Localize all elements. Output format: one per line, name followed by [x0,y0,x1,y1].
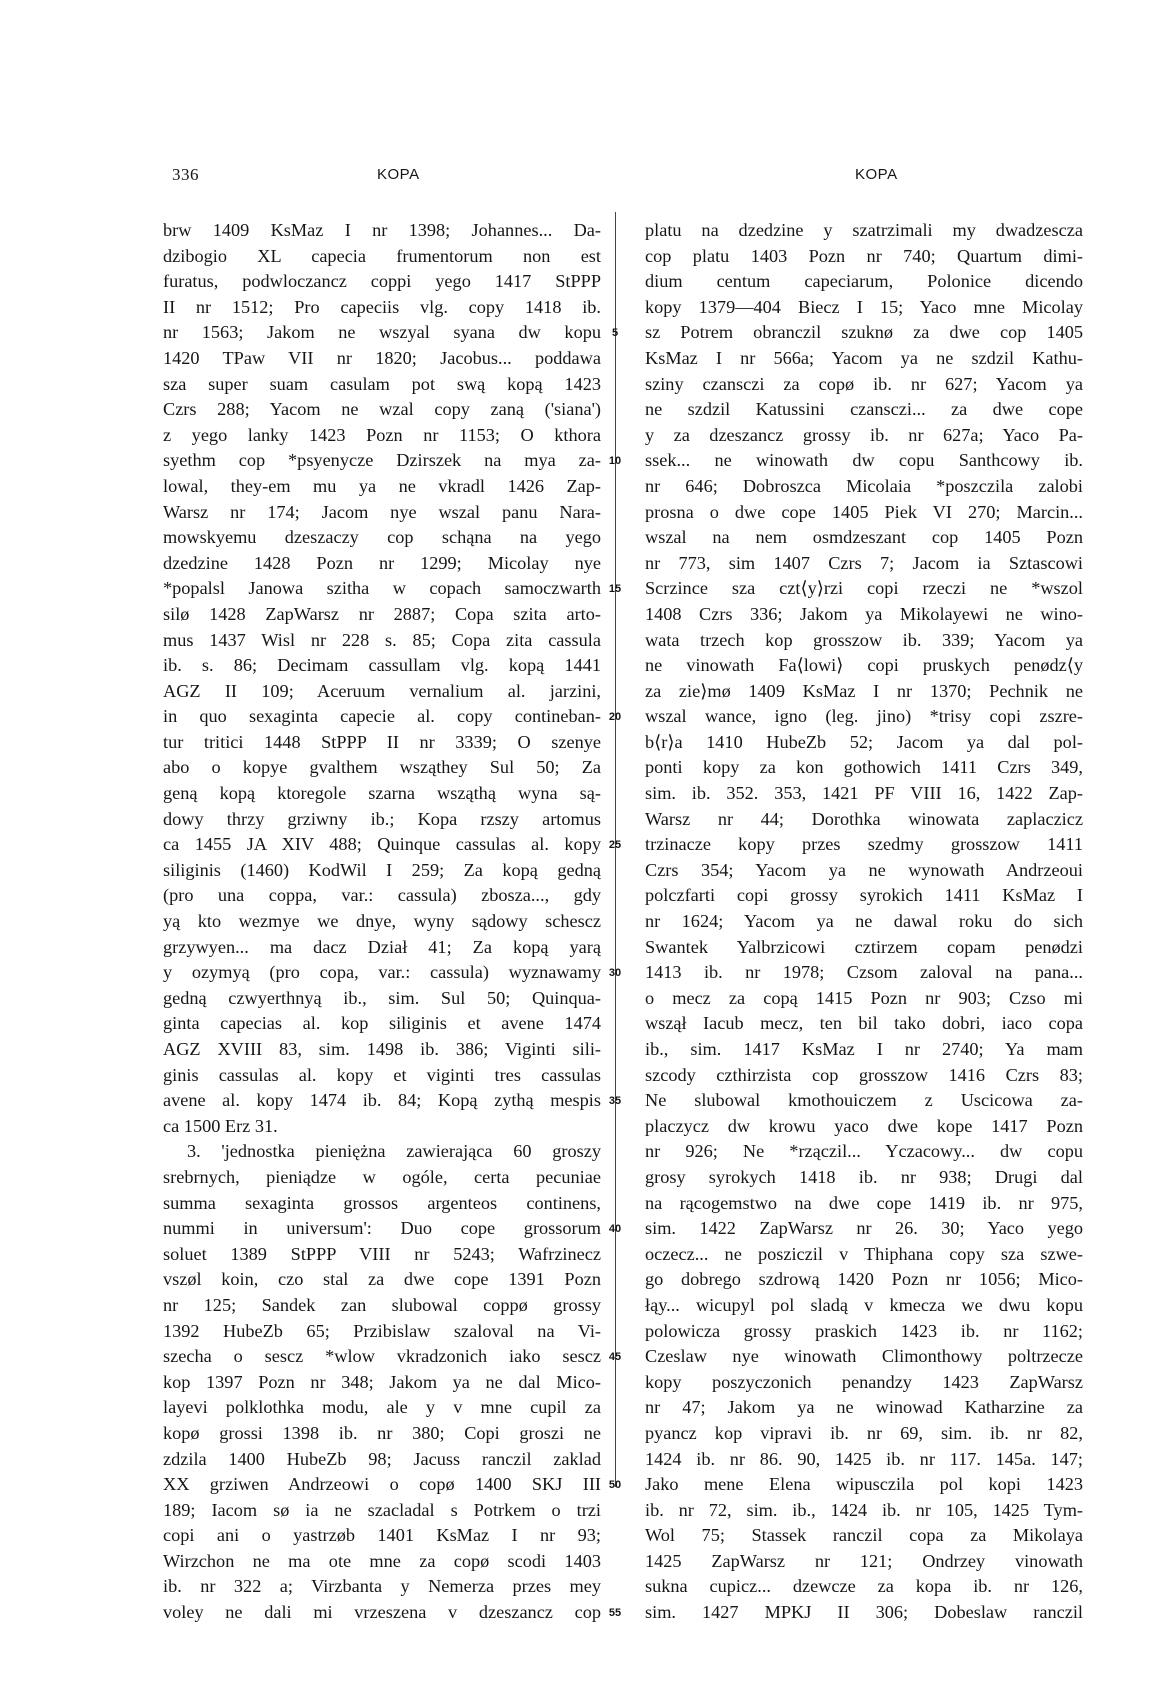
text-line: b⟨r⟩a 1410 HubeZb 52; Jacom ya dal pol- [645,731,1083,752]
text-line: szcody czthirzista cop grosszow 1416 Czrs 83; [645,1064,1083,1085]
text-line: brw 1409 KsMaz I nr 1398; Johannes... Da- [163,220,601,240]
text-line: (pro una coppa, var.: cassula) zbosza..., gdy [163,885,601,906]
text-line: szecha o sescz *wlow vkradzonich iako sescz [163,1346,601,1367]
text-line: polczfarti copi grossy syrokich 1411 KsMaz I [645,885,1083,906]
page-number: 336 [172,165,199,184]
text-line: grzywyen... ma dacz Dział 41; Za kopą yarą [163,936,601,957]
text-line: łąy... wicupyl pol sladą v kmecza we dwu kopu [645,1294,1083,1315]
text-line: ssek... ne winowath dw copu Santhcowy ib. [645,450,1083,471]
text-line: mus 1437 Wisl nr 228 s. 85; Copa zita cassula [163,629,601,650]
text-line: gedną czwyerthnyą ib., sim. Sul 50; Quinqua- [163,987,601,1008]
line-number: 40 [608,1223,622,1236]
text-line: ib. s. 86; Decimam cassullam vlg. kopą 1441 [163,655,601,676]
text-line: sukna cupicz... dzewcze za kopa ib. nr 126, [645,1576,1083,1597]
text-line: ne vinowath Fa⟨lowi⟩ copi pruskych penødz⟨y [645,655,1083,676]
text-line: nummi in universum': Duo cope grossorum [163,1218,601,1239]
text-line: syethm cop *psyenycze Dzirszek na mya za- [163,450,601,471]
text-line: placzycz dw krowu yaco dwe kope 1417 Pozn [645,1115,1083,1136]
right-text-column [645,218,1083,1626]
text-line: polowicza grossy praskich 1423 ib. nr 1162; [645,1320,1083,1341]
text-line: sza super suam casulam pot swą kopą 1423 [163,373,601,394]
line-number: 30 [608,967,622,980]
text-line: ca 1455 JA XIV 488; Quinque cassulas al. kopy [163,834,601,855]
text-line: 1420 TPaw VII nr 1820; Jacobus... poddawa [163,347,601,368]
text-line: ponti kopy za kon gothowich 1411 Czrs 349, [645,757,1083,778]
text-line: 1413 ib. nr 1978; Czsom zaloval na pana... [645,962,1083,983]
text-line: wszal na nem osmdzeszant cop 1405 Pozn [645,527,1083,548]
text-line: go dobrego szdrową 1420 Pozn nr 1056; Mico- [645,1269,1083,1290]
running-head-left: KOPA [377,166,420,183]
text-line: Czeslaw nye winowath Climonthowy poltrzecze [645,1346,1083,1367]
text-line: 3. 'jednostka pieniężna zawierająca 60 groszy [187,1141,601,1162]
text-line: platu na dzedzine y szatrzimali my dwadzescza [645,220,1083,240]
line-number: 15 [608,583,622,596]
text-line: *popalsl Janowa szitha w copach samoczwarth [163,578,601,599]
text-line: pyancz kop vipravi ib. nr 69, sim. ib. nr 82, [645,1422,1083,1443]
line-number: 35 [608,1095,622,1108]
text-line: soluet 1389 StPPP VIII nr 5243; Wafrzinecz [163,1243,601,1264]
text-line: sim. 1427 MPKJ II 306; Dobeslaw ranczil [645,1602,1083,1623]
text-line: ib. nr 72, sim. ib., 1424 ib. nr 105, 1425 Tym- [645,1499,1083,1520]
text-line: summa sexaginta grossos argenteos continens, [163,1192,601,1213]
text-line: Czrs 354; Yacom ya ne wynowath Andrzeoui [645,859,1083,880]
text-line: Wol 75; Stassek ranczil copa za Mikolaya [645,1525,1083,1546]
text-line: wszął Iacub mecz, ten bil tako dobri, iaco copa [645,1013,1083,1034]
line-number: 20 [608,711,622,724]
text-line: ginis cassulas al. kopy et viginti tres cassulas [163,1064,601,1085]
text-line: sz Potrem obranczil szuknø za dwe cop 1405 [645,322,1083,343]
text-line: tur tritici 1448 StPPP II nr 3339; O szenye [163,731,601,752]
text-line: 1408 Czrs 336; Jakom ya Mikolayewi ne wino- [645,603,1083,624]
text-line: srebrnych, pieniądze w ogóle, certa pecuniae [163,1166,601,1187]
text-line: AGZ II 109; Aceruum vernalium al. jarzini, [163,680,601,701]
text-line: geną kopą ktoregole szarna wsząthą wyna są- [163,783,601,804]
text-line: grosy syrokych 1418 ib. nr 938; Drugi dal [645,1166,1083,1187]
text-line: dzibogio XL capecia frumentorum non est [163,245,601,266]
text-line: Swantek Yalbrzicowi cztirzem copam penødzi [645,936,1083,957]
running-head-right: KOPA [855,166,898,183]
text-line: Warsz nr 44; Dorothka winowata zaplaczicz [645,808,1083,829]
text-line: prosna o dwe cope 1405 Piek VI 270; Marcin... [645,501,1083,522]
text-line: Scrzince sza czt⟨y⟩rzi copi rzeczi ne *wszol [645,578,1083,599]
text-line: nr 646; Dobroszca Micolaia *poszczila zalobi [645,475,1083,496]
text-line: Warsz nr 174; Jacom nye wszal panu Nara- [163,501,601,522]
text-line: sim. ib. 352. 353, 1421 PF VIII 16, 1422 Zap- [645,783,1083,804]
page-header [0,165,1170,189]
text-line: z yego lanky 1423 Pozn nr 1153; O kthora [163,424,601,445]
text-line: furatus, podwloczancz coppi yego 1417 StPPP [163,271,601,292]
text-line: oczecz... ne posziczil v Thiphana copy sza szwe- [645,1243,1083,1264]
text-line: y ozymyą (pro copa, var.: cassula) wyznawamy [163,962,601,983]
text-line: kopø grossi 1398 ib. nr 380; Copi groszi ne [163,1422,601,1443]
text-line: avene al. kopy 1474 ib. 84; Kopą zythą mespis [163,1090,601,1111]
text-line: in quo sexaginta capecie al. copy contineban- [163,706,601,727]
text-line: II nr 1512; Pro capeciis vlg. copy 1418 ib. [163,296,601,317]
text-line: sim. 1422 ZapWarsz nr 26. 30; Yaco yego [645,1218,1083,1239]
text-line: Jako mene Elena wipusczila pol kopi 1423 [645,1474,1083,1495]
text-line: ne szdzil Katussini czansczi... za dwe cope [645,399,1083,420]
text-line: 189; Iacom sø ia ne szacladal s Potrkem o trzi [163,1499,601,1520]
line-number: 50 [608,1479,622,1492]
text-line: kopy poszyczonich penandzy 1423 ZapWarsz [645,1371,1083,1392]
text-line: sziny czansczi za copø ib. nr 627; Yacom ya [645,373,1083,394]
text-line: y za dzeszancz grossy ib. nr 627a; Yaco Pa- [645,424,1083,445]
text-line: lowal, they-em mu ya ne vkradl 1426 Zap- [163,475,601,496]
text-line: nr 47; Jakom ya ne winowad Katharzine za [645,1397,1083,1418]
text-line: yą kto wezmye we dnye, wyny sądowy schescz [163,911,601,932]
text-line: KsMaz I nr 566a; Yacom ya ne szdzil Kathu- [645,347,1083,368]
left-text-column [163,218,601,1626]
text-line: zdzila 1400 HubeZb 98; Jacuss ranczil zaklad [163,1448,601,1469]
text-line: kop 1397 Pozn nr 348; Jakom ya ne dal Mico- [163,1371,601,1392]
text-line: Wirzchon ne ma ote mne za copø scodi 1403 [163,1550,601,1571]
text-line: abo o kopye gvalthem wsząthey Sul 50; Za [163,757,601,778]
text-line: wata trzech kop grosszow ib. 339; Yacom ya [645,629,1083,650]
text-line: nr 773, sim 1407 Czrs 7; Jacom ia Sztascowi [645,552,1083,573]
text-line: dium centum capeciarum, Polonice dicendo [645,271,1083,292]
text-line: 1392 HubeZb 65; Przibislaw szaloval na Vi- [163,1320,601,1341]
text-line: 1424 ib. nr 86. 90, 1425 ib. nr 117. 145a. 147; [645,1448,1083,1469]
text-line: na rącogemstwo na dwe cope 1419 ib. nr 975, [645,1192,1083,1213]
line-number: 55 [608,1607,622,1620]
line-number: 45 [608,1351,622,1364]
text-line: vszøl koin, czo stal za dwe cope 1391 Pozn [163,1269,601,1290]
text-line: ib. nr 322 a; Virzbanta y Nemerza przes mey [163,1576,601,1597]
text-line: copi ani o yastrzøb 1401 KsMaz I nr 93; [163,1525,601,1546]
text-line: Czrs 288; Yacom ne wzal copy zaną ('siana') [163,399,601,420]
text-line: ca 1500 Erz 31. [163,1115,278,1136]
text-line: voley ne dali mi vrzeszena v dzeszancz cop [163,1602,601,1623]
text-line: layevi polklothka modu, ale y v mne cupil za [163,1397,601,1418]
text-line: dowy thrzy grziwny ib.; Kopa rzszy artomus [163,808,601,829]
text-line: nr 125; Sandek zan slubowal coppø grossy [163,1294,601,1315]
text-line: cop platu 1403 Pozn nr 740; Quartum dimi- [645,245,1083,266]
text-line: wszal wance, igno (leg. jino) *trisy copi zszre- [645,706,1083,727]
text-line: mowskyemu dzeszaczy cop schąna na yego [163,527,601,548]
text-line: siliginis (1460) KodWil I 259; Za kopą gedną [163,859,601,880]
line-number: 10 [608,455,622,468]
text-line: ginta capecias al. kop siliginis et avene 1474 [163,1013,601,1034]
text-line: ib., sim. 1417 KsMaz I nr 2740; Ya mam [645,1039,1083,1059]
line-number: 5 [611,327,619,340]
text-line: AGZ XVIII 83, sim. 1498 ib. 386; Viginti sili- [163,1039,601,1059]
text-line: kopy 1379—404 Biecz I 15; Yaco mne Micolay [645,296,1083,317]
text-line: XX grziwen Andrzeowi o copø 1400 SKJ III [163,1474,601,1495]
text-line: nr 926; Ne *rzączil... Yczacowy... dw copu [645,1141,1083,1162]
text-line: Ne slubowal kmothouiczem z Uscicowa za- [645,1090,1083,1111]
text-line: za zie⟩mø 1409 KsMaz I nr 1370; Pechnik ne [645,680,1083,701]
text-line: 1425 ZapWarsz nr 121; Ondrzey vinowath [645,1550,1083,1571]
text-line: nr 1624; Yacom ya ne dawal roku do sich [645,911,1083,932]
text-line: o mecz za copą 1415 Pozn nr 903; Czso mi [645,987,1083,1008]
text-line: nr 1563; Jakom ne wszyal syana dw kopu [163,322,601,343]
text-line: dzedzine 1428 Pozn nr 1299; Micolay nye [163,552,601,573]
text-line: trzinacze kopy przes szedmy grosszow 1411 [645,834,1083,855]
text-line: silø 1428 ZapWarsz nr 2887; Copa szita arto- [163,603,601,624]
line-number: 25 [608,839,622,852]
